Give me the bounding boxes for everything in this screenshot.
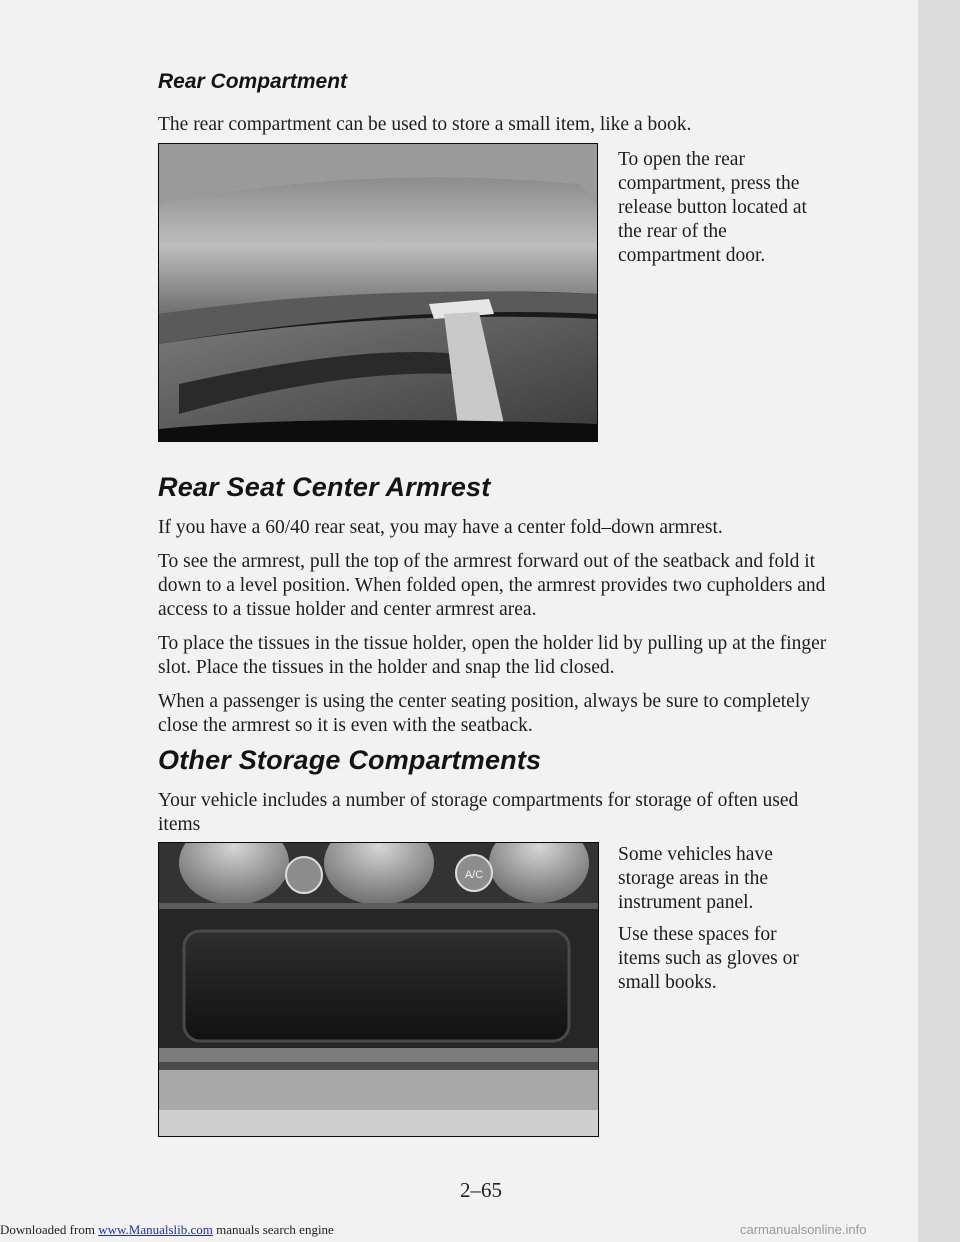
heading-rear-seat-center-armrest: Rear Seat Center Armrest [158,472,491,502]
manualslib-link[interactable]: www.Manualslib.com [98,1222,213,1237]
rear-compartment-photo [158,143,598,442]
heading-rear-compartment: Rear Compartment [158,70,348,93]
rear-compartment-instructions: To open the rear compartment, press the release button located at the rear of the compartment door. [618,149,807,266]
download-suffix: manuals search engine [212,1222,334,1237]
armrest-paragraph-3: To place the tissues in the tissue holder, open the holder lid by pulling up at the finger slot. Place the tissues in the holder and snap the lid closed. [158,633,827,678]
ac-button-label: A/C [464,869,484,881]
download-footer [0,1222,334,1238]
page-margin [918,0,960,1242]
page-number: 2–65 [460,1178,502,1202]
carmanualsonline-watermark: carmanualsonline.info [740,1222,867,1237]
armrest-paragraph-1: If you have a 60/40 rear seat, you may have a center fold–down armrest. [158,517,723,538]
download-prefix: Downloaded from [0,1222,99,1237]
instrument-panel-storage-photo [158,842,599,1137]
armrest-paragraph-2: To see the armrest, pull the top of the armrest forward out of the seatback and fold it down to a level position. When folded open, the armrest provides two cupholders and access to a tissue holder and center armrest area. [158,551,826,620]
instrument-panel-storage-text: Some vehicles have storage areas in the instrument panel. [618,844,773,913]
instrument-panel-usage-text: Use these spaces for items such as gloves or small books. [618,924,799,993]
armrest-paragraph-4: When a passenger is using the center seating position, always be sure to completely close the armrest so it is even with the seatback. [158,691,810,736]
heading-other-storage-compartments: Other Storage Compartments [158,745,542,775]
rear-compartment-intro: The rear compartment can be used to store a small item, like a book. [158,114,692,135]
other-storage-intro: Your vehicle includes a number of storage compartments for storage of often used items [158,790,799,835]
